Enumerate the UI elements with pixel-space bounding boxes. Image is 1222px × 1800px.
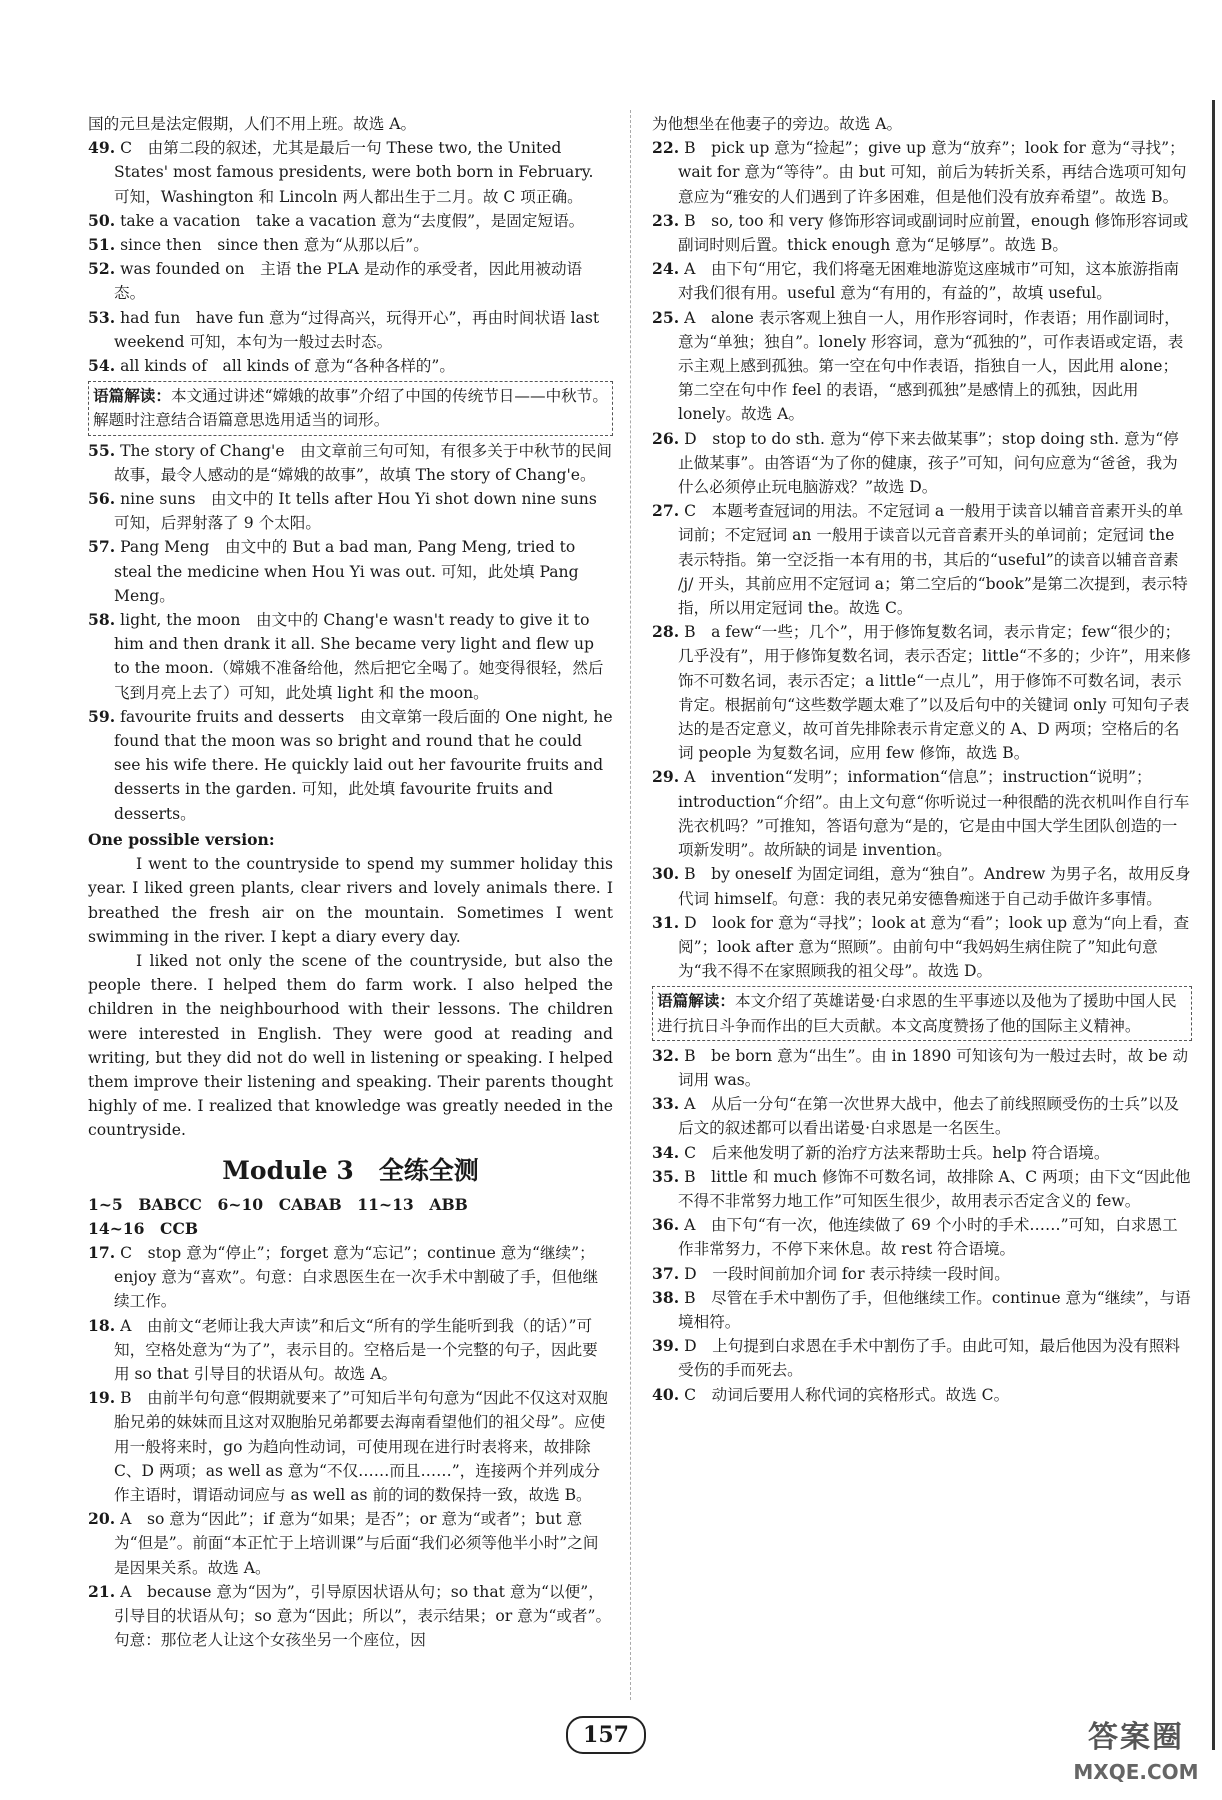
answer-item xyxy=(652,1286,1192,1334)
answer-item xyxy=(652,136,1192,209)
answer-item xyxy=(652,112,1192,136)
answer-item xyxy=(652,427,1192,500)
item-number: 24. xyxy=(652,259,680,279)
item-text: nine suns 由文中的 It tells after Hou Yi shot down nine suns 可知，后羿射落了 9 个太阳。 xyxy=(114,490,597,533)
essay-heading: One possible version: xyxy=(88,829,275,849)
item-text: A invention“发明”；information“信息”；instruction“说明”；introduction“介绍”。由上文句意“你听说过一种很酷的洗衣机叫作自行车洗衣机吗？”可推知，答语句意为“是的，它是由中国大学生团队创造的一项新发明”。故所缺的词是 invention。 xyxy=(678,768,1190,860)
answer-item xyxy=(652,765,1192,862)
item-number: 57. xyxy=(88,537,116,557)
answer-item xyxy=(652,499,1192,620)
item-text: D look for 意为“寻找”；look at 意为“看”；look up 意为“向上看，查阅”；look after 意为“照顾”。由前句中“我妈妈生病住院了”知此句意为“我不得不在家照顾我的祖父母”。故选 D。 xyxy=(678,913,1190,981)
answer-item xyxy=(652,1383,1192,1407)
item-number: 21. xyxy=(88,1581,116,1601)
left-items-2 xyxy=(88,439,613,826)
item-text: The story of Chang'e 由文章前三句可知，有很多关于中秋节的民间故事，最令人感动的是“嫦娥的故事”，故填 The story of Chang'e。 xyxy=(114,441,613,484)
right-items-2 xyxy=(652,1044,1192,1407)
item-text: B 尽管在手术中割伤了手，但他继续工作。continue 意为“继续”，与语境相符。 xyxy=(678,1288,1191,1331)
item-number: 29. xyxy=(652,767,680,787)
page-number: 157 xyxy=(566,1716,646,1754)
answer-item xyxy=(88,487,613,535)
left-items-3 xyxy=(88,1241,613,1652)
right-column xyxy=(652,112,1192,1407)
box-text: 本文通过讲述“嫦娥的故事”介绍了中国的传统节日——中秋节。解题时注意结合语篇意思选用适当的词形。 xyxy=(93,387,608,430)
item-text: C 本题考查冠词的用法。不定冠词 a 一般用于读音以辅音音素开头的单词前；不定冠词 an 一般用于读音以元音音素开头的单词前；定冠词 the 表示特指。第一空泛指一本有用的书，其后的“useful”的读音以辅音音素 /j/ 开头，其前应用不定冠词 a；第二空后的“book”是第二次提到，表示特指，所以用定冠词 the。故选 C。 xyxy=(678,502,1188,618)
answer-item xyxy=(652,1334,1192,1382)
item-number: 22. xyxy=(652,138,680,158)
answer-item xyxy=(652,209,1192,257)
answer-item xyxy=(88,112,613,136)
page-edge xyxy=(1212,100,1215,1750)
box-text: 本文介绍了英雄诺曼·白求恩的生平事迹以及他为了援助中国人民进行抗日斗争而作出的巨大贡献。本文高度赞扬了他的国际主义精神。 xyxy=(657,992,1177,1035)
item-number: 18. xyxy=(88,1315,116,1335)
item-text: C 由第二段的叙述，尤其是最后一句 These two, the United States' most famous presidents, were both born in February. 可知，Washington 和 Lincoln 两人都出生于二月。故 C 项正确。 xyxy=(114,139,594,206)
answer-item xyxy=(652,1141,1192,1165)
essay xyxy=(88,852,613,1142)
item-text: C 后来他发明了新的治疗方法来帮助士兵。help 符合语境。 xyxy=(684,1143,1110,1162)
item-number: 17. xyxy=(88,1242,116,1262)
item-text: light, the moon 由文中的 Chang'e wasn't ready to give it to him and then drank it all. She became very light and flew up to the moon.（嫦娥不准备给他，然后把它全喝了。她变得很轻，然后飞到月亮上去了）可知，此处填 light 和 the moon。 xyxy=(114,611,604,702)
answer-item xyxy=(652,1092,1192,1140)
item-number: 59. xyxy=(88,706,116,726)
passage-analysis-box xyxy=(88,381,613,435)
item-number: 26. xyxy=(652,428,680,448)
item-number: 58. xyxy=(88,610,116,630)
answer-item xyxy=(88,439,613,487)
item-number: 33. xyxy=(652,1094,680,1114)
answer-item xyxy=(652,862,1192,910)
item-number: 49. xyxy=(88,138,116,158)
essay-paragraph-1: I went to the countryside to spend my summer holiday this year. I liked green plants, clear rivers and lovely animals there. I breathed the fresh air on the mountain. Sometimes I went swimming in the river. I kept a diary every day. xyxy=(88,855,613,946)
item-text: was founded on 主语 the PLA 是动作的承受者，因此用被动语态。 xyxy=(114,260,583,303)
item-text: since then since then 意为“从那以后”。 xyxy=(120,236,429,255)
answer-item xyxy=(652,1165,1192,1213)
essay-paragraph-2: I liked not only the scene of the countryside, but also the people there. I helped them do farm work. I also helped the children in the neighbourhood with their lessons. The children were interested in English. They were good at reading and writing, but they did not do well in listening or speaking. I helped them improve their listening and speaking. Their parents thought highly of me. I realized that knowledge was greatly needed in the countryside. xyxy=(88,951,613,1140)
answer-item xyxy=(88,136,613,209)
answer-item xyxy=(88,257,613,305)
item-text: B a few“一些；几个”，用于修饰复数名词，表示肯定；few“很少的；几乎没有”，用于修饰复数名词，表示否定；little“不多的；少许”，用来修饰不可数名词，表示否定；a little“一点儿”，用于修饰不可数名词，表示肯定。根据前句“这些数学题太难了”以及后句中的关键词 only 可知句子表达的是否定意义，故可首先排除表示肯定意义的 A、D 两项；空格后的名词 people 为复数名词，应用 few 修饰，故选 B。 xyxy=(678,623,1191,763)
item-text: B be born 意为“出生”。由 in 1890 可知该句为一般过去时，故 be 动词用 was。 xyxy=(678,1046,1189,1089)
item-text: B 由前半句句意“假期就要来了”可知后半句句意为“因此不仅这对双胞胎兄弟的妹妹而且这对双胞胎兄弟都要去海南看望他们的祖父母”。应使用一般将来时，go 为趋向性动词，可使用现在进行时表将来，故排除 C、D 两项；as well as 意为“不仅……而且……”，连接两个并列成分作主语时，谓语动词应与 as well as 前的词的数保持一致，故选 B。 xyxy=(114,1389,608,1504)
item-text: had fun have fun 意为“过得高兴，玩得开心”，再由时间状语 last weekend 可知，本句为一般过去时态。 xyxy=(114,308,600,351)
item-number: 50. xyxy=(88,210,116,230)
item-number: 37. xyxy=(652,1263,680,1283)
answer-item xyxy=(88,608,613,705)
item-number: 31. xyxy=(652,912,680,932)
answer-item xyxy=(88,354,613,378)
answer-item xyxy=(88,1314,613,1387)
item-text: C 动词后要用人称代词的宾格形式。故选 C。 xyxy=(684,1385,1010,1404)
item-text: B pick up 意为“捡起”；give up 意为“放弃”；look for 意为“寻找”；wait for 意为“等待”。由 but 可知，前后为转折关系，再结合选项可知句意应为“雅安的人们遇到了许多困难，但是他们没有放弃希望”。故选 B。 xyxy=(678,139,1187,206)
answer-item xyxy=(652,911,1192,984)
item-text: D stop to do sth. 意为“停下来去做某事”；stop doing sth. 意为“停止做某事”。由答语“为了你的健康，孩子”可知，问句应意为“爸爸，我为什么必须停止玩电脑游戏？”故选 D。 xyxy=(678,429,1179,497)
item-text: D 一段时间前加介词 for 表示持续一段时间。 xyxy=(684,1264,1010,1283)
item-text: A 从后一分句“在第一次世界大战中，他去了前线照顾受伤的士兵”以及后文的叙述都可以看出诺曼·白求恩是一名医生。 xyxy=(678,1095,1180,1138)
watermark-logo: 答案圈 xyxy=(1088,1720,1184,1755)
item-number: 54. xyxy=(88,356,116,376)
answer-item xyxy=(88,1241,613,1314)
answer-item xyxy=(88,535,613,608)
item-number: 56. xyxy=(88,489,116,509)
item-number: 53. xyxy=(88,307,116,327)
item-text: A 由下句“有一次，他连续做了 69 个小时的手术……”可知，白求恩工作非常努力，不停下来休息。故 rest 符合语境。 xyxy=(678,1216,1178,1259)
answer-item xyxy=(88,209,613,233)
item-number: 52. xyxy=(88,259,116,279)
box-label: 语篇解读： xyxy=(93,386,171,406)
item-text: favourite fruits and desserts 由文章第一段后面的 One night, he found that the moon was so bright and round that he could see his wife there. He quickly laid out her favourite fruits and desserts in the garden. 可知，此处填 favourite fruits and desserts。 xyxy=(114,707,613,823)
item-text: A because 意为“因为”，引导原因状语从句；so that 意为“以便”，引导目的状语从句；so 意为“因此；所以”，表示结果；or 意为“或者”。句意：那位老人让这个女孩坐另一个座位，因 xyxy=(114,1582,612,1650)
item-text: 国的元旦是法定假期，人们不用上班。故选 A。 xyxy=(88,115,417,133)
item-number: 32. xyxy=(652,1045,680,1065)
answer-item xyxy=(88,306,613,354)
item-text: A alone 表示客观上独自一人，用作形容词时，作表语；用作副词时，意为“单独；独自”。lonely 形容词，意为“孤独的”，可作表语或定语，表示主观上感到孤独。第一空在句中作表语，指独自一人，因此用 alone；第二空在句中作 feel 的表语，“感到孤独”是感情上的孤独，因此用 lonely。故选 A。 xyxy=(678,308,1184,424)
answer-item xyxy=(652,1213,1192,1261)
item-number: 20. xyxy=(88,1509,116,1529)
watermark xyxy=(1056,1718,1216,1796)
item-number: 39. xyxy=(652,1336,680,1356)
item-number: 25. xyxy=(652,307,680,327)
answers-line-1: 1~5 BABCC 6~10 CABAB 11~13 ABB xyxy=(88,1194,468,1214)
item-number: 30. xyxy=(652,864,680,884)
answer-item xyxy=(88,233,613,257)
answer-item xyxy=(652,257,1192,305)
passage-analysis-box-2 xyxy=(652,986,1192,1040)
item-text: B by oneself 为固定词组，意为“独自”。Andrew 为男子名，故用反身代词 himself。句意：我的表兄弟安德鲁痴迷于自己动手做许多事情。 xyxy=(678,865,1191,908)
answer-item xyxy=(652,620,1192,765)
item-text: A 由前文“老师让我大声读”和后文“所有的学生能听到我（的话）”可知，空格处意为“为了”，表示目的。空格后是一个完整的句子，因此要用 so that 引导目的状语从句。故选 A。 xyxy=(114,1316,598,1383)
item-number: 23. xyxy=(652,210,680,230)
left-items xyxy=(88,112,613,378)
item-number: 34. xyxy=(652,1142,680,1162)
answer-item xyxy=(652,1044,1192,1092)
item-text: A 由下句“用它，我们将毫无困难地游览这座城市”可知，这本旅游指南对我们很有用。useful 意为“有用的，有益的”，故填 useful。 xyxy=(678,260,1180,303)
right-items xyxy=(652,112,1192,983)
item-text: Pang Meng 由文中的 But a bad man, Pang Meng, tried to steal the medicine when Hou Yi was out. 可知，此处填 Pang Meng。 xyxy=(114,538,579,605)
watermark-url: MXQE.COM xyxy=(1073,1760,1199,1784)
item-text: 为他想坐在他妻子的旁边。故选 A。 xyxy=(652,115,903,133)
answer-item xyxy=(652,306,1192,427)
item-number: 51. xyxy=(88,235,116,255)
item-text: take a vacation take a vacation 意为“去度假”，是固定短语。 xyxy=(120,211,585,230)
left-column xyxy=(88,112,613,1652)
item-number: 36. xyxy=(652,1215,680,1235)
item-number: 19. xyxy=(88,1388,116,1408)
item-number: 38. xyxy=(652,1287,680,1307)
module-title: Module 3 全练全测 xyxy=(222,1155,479,1185)
item-number: 55. xyxy=(88,440,116,460)
answer-item xyxy=(652,1262,1192,1286)
item-number: 27. xyxy=(652,501,680,521)
item-number: 35. xyxy=(652,1166,680,1186)
answers-line-2: 14~16 CCB xyxy=(88,1218,199,1238)
answer-item xyxy=(88,1507,613,1580)
item-number: 28. xyxy=(652,622,680,642)
column-divider xyxy=(630,110,632,1700)
answer-item xyxy=(88,1386,613,1507)
item-number: 40. xyxy=(652,1384,680,1404)
item-text: B little 和 much 修饰不可数名词，故排除 A、C 两项；由下文“因此他不得不非常努力地工作”可知医生很少，故用表示否定含义的 few。 xyxy=(678,1167,1191,1210)
answer-item xyxy=(88,1580,613,1653)
item-text: D 上句提到白求恩在手术中割伤了手。由此可知，最后他因为没有照料受伤的手而死去。 xyxy=(678,1337,1181,1380)
item-text: B so, too 和 very 修饰形容词或副词时应前置，enough 修饰形容词或副词时则后置。thick enough 意为“足够厚”。故选 B。 xyxy=(678,211,1189,255)
item-text: C stop 意为“停止”；forget 意为“忘记”；continue 意为“继续”；enjoy 意为“喜欢”。句意：白求恩医生在一次手术中割破了手，但他继续工作。 xyxy=(114,1243,599,1311)
answer-item xyxy=(88,705,613,826)
item-text: all kinds of all kinds of 意为“各种各样的”。 xyxy=(120,357,455,376)
box-label: 语篇解读： xyxy=(657,991,735,1011)
item-text: A so 意为“因此”；if 意为“如果；是否”；or 意为“或者”；but 意为“但是”。前面“本正忙于上培训课”与后面“我们必须等他半小时”之间是因果关系。故选 A。 xyxy=(114,1510,599,1577)
